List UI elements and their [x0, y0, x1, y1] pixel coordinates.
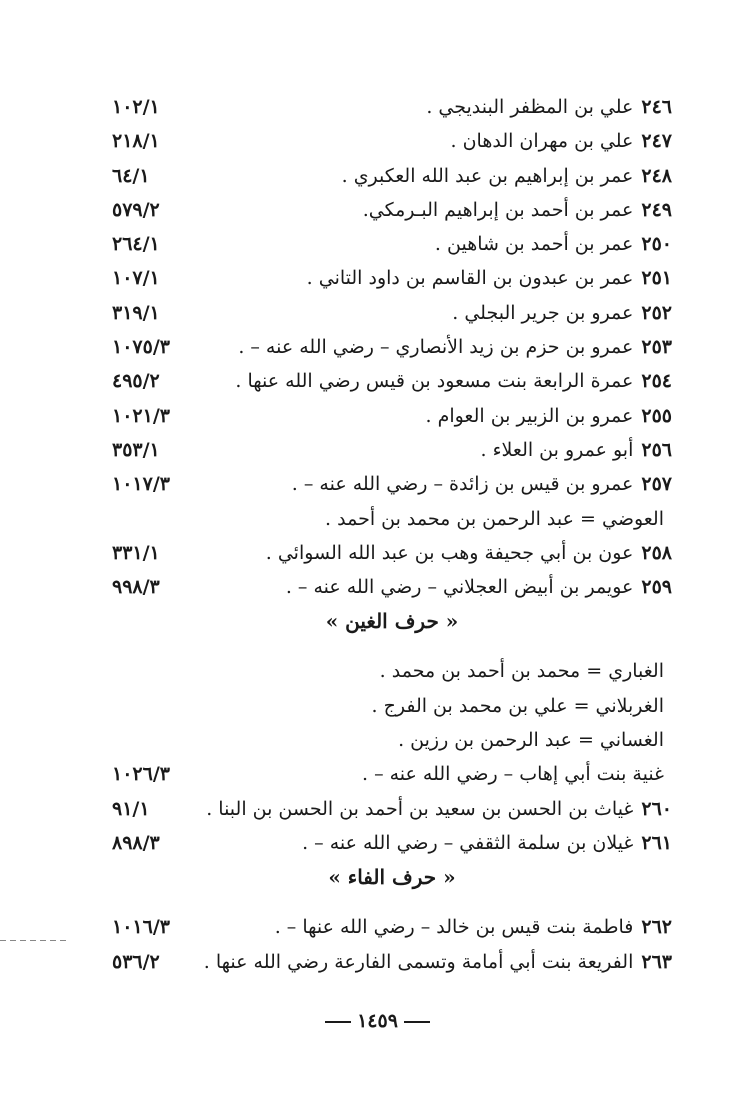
index-entry: [112, 124, 672, 158]
index-entry: [112, 364, 672, 398]
index-entry: [112, 227, 672, 261]
entry-name: عمرة الرابعة بنت مسعود بن قيس رضي الله عنها .: [235, 370, 634, 393]
entry-number: ٢٤٩: [641, 198, 672, 221]
entry-name: الغربلاني = علي بن محمد بن الفرج .: [371, 694, 664, 717]
entry-name: فاطمة بنت قيس بن خالد – رضي الله عنها – .: [274, 916, 634, 939]
entry-number: ٢٥٠: [641, 233, 672, 256]
entry-reference: ٣١٩/١: [112, 301, 160, 324]
entry-reference: ٥٣٦/٢: [112, 950, 160, 973]
entry-name: غيلان بن سلمة الثقفي – رضي الله عنه – .: [302, 831, 634, 854]
index-entry: [112, 159, 672, 193]
index-entry: [112, 689, 672, 723]
entries-faa: [112, 910, 672, 979]
index-entry: [112, 792, 672, 826]
entry-reference: ٢٦٤/١: [112, 233, 160, 256]
entry-number: ٢٥١: [641, 267, 672, 290]
index-entry: [112, 945, 672, 979]
entry-reference: ٤٩٥/٢: [112, 370, 160, 393]
entry-reference: ١٠١٧/٣: [112, 473, 170, 496]
entry-number: ٢٥٤: [641, 370, 672, 393]
entry-name: علي بن المظفر البنديجي .: [426, 96, 634, 118]
entry-name: غنية بنت أبي إهاب – رضي الله عنه – .: [362, 763, 664, 786]
entry-reference: ٣٣١/١: [112, 541, 160, 564]
entry-name: عمر بن عبدون بن القاسم بن داود التاني .: [306, 267, 634, 290]
entry-reference: ٩٩٨/٣: [112, 576, 160, 599]
page-number: ١٤٥٩: [357, 1010, 398, 1032]
entry-number: ٢٥٧: [641, 473, 672, 496]
entries-ayn: [112, 90, 672, 604]
entry-number: ٢٥٦: [641, 438, 672, 461]
entry-number: ٢٥٢: [641, 301, 672, 324]
entry-number: ٢٤٦: [641, 96, 672, 118]
index-entry: [112, 90, 672, 124]
entry-reference: ٢١٨/١: [112, 130, 160, 153]
section-heading-ghain: « حرف الغين »: [325, 609, 459, 634]
entry-name: علي بن مهران الدهان .: [450, 130, 634, 153]
index-entry: [112, 433, 672, 467]
footer-dash-left: [404, 1021, 430, 1023]
entry-name: عمر بن إبراهيم بن عبد الله العكبري .: [341, 164, 634, 187]
index-entry: [112, 296, 672, 330]
index-entry: [112, 910, 672, 944]
index-entry: [112, 467, 672, 501]
entry-number: ٢٤٨: [641, 164, 672, 187]
entry-reference: ٩١/١: [112, 797, 150, 820]
entry-name: أبو عمرو بن العلاء .: [480, 438, 634, 461]
entry-name: عون بن أبي جحيفة وهب بن عبد الله السوائي .: [265, 541, 634, 564]
scan-margin-mark: [0, 940, 70, 941]
entry-name: عمر بن أحمد بن شاهين .: [434, 233, 634, 256]
entry-reference: ٨٩٨/٣: [112, 831, 160, 854]
index-entry: [112, 193, 672, 227]
entry-number: ٢٤٧: [641, 130, 672, 153]
entry-name: عمرو بن قيس بن زائدة – رضي الله عنه – .: [291, 473, 634, 496]
entry-name: الفريعة بنت أبي أمامة وتسمى الفارعة رضي الله عنها .: [203, 950, 634, 973]
index-entry: [112, 723, 672, 757]
page-footer: [0, 1010, 755, 1032]
entry-number: ٢٥٣: [641, 336, 672, 359]
entry-reference: ٦٤/١: [112, 164, 150, 187]
entry-reference: ٥٧٩/٢: [112, 198, 160, 221]
entry-name: عمرو بن حزم بن زيد الأنصاري – رضي الله عنه – .: [238, 336, 634, 359]
entry-number: ٢٥٩: [641, 576, 672, 599]
entry-name: عمرو بن الزبير بن العوام .: [425, 404, 634, 427]
entry-name: غياث بن الحسن بن سعيد بن أحمد بن الحسن بن البنا .: [206, 797, 634, 820]
entry-number: ٢٦٠: [641, 797, 672, 820]
entry-reference: ٣٥٣/١: [112, 438, 160, 461]
entry-name: عمر بن أحمد بن إبراهيم البـرمكي.: [362, 198, 634, 221]
entry-number: ٢٦١: [641, 831, 672, 854]
index-entry: [112, 536, 672, 570]
entry-reference: ١٠٢٦/٣: [112, 763, 170, 786]
section-heading-faa: « حرف الفاء »: [328, 865, 456, 890]
entry-reference: ١٠٢/١: [112, 96, 160, 118]
index-entry: [112, 826, 672, 860]
footer-dash-right: [325, 1021, 351, 1023]
entry-reference: ١٠٧٥/٣: [112, 336, 170, 359]
entry-name: عمرو بن جرير البجلي .: [452, 301, 634, 324]
entry-number: ٢٦٢: [641, 916, 672, 939]
index-entry: [112, 502, 672, 536]
entry-reference: ١٠٢١/٣: [112, 404, 170, 427]
index-entry: [112, 654, 672, 688]
entry-name: العوضي = عبد الرحمن بن محمد بن أحمد .: [325, 507, 664, 530]
entry-reference: ١٠١٦/٣: [112, 916, 170, 939]
index-list: [112, 90, 672, 979]
entry-number: ٢٥٥: [641, 404, 672, 427]
entries-ghain: [112, 654, 672, 860]
index-entry: [112, 399, 672, 433]
index-entry: [112, 261, 672, 295]
entry-name: الغساني = عبد الرحمن بن رزين .: [398, 729, 664, 752]
entry-reference: ١٠٧/١: [112, 267, 160, 290]
entry-number: ٢٥٨: [641, 541, 672, 564]
index-entry: [112, 570, 672, 604]
entry-name: عويمر بن أبيض العجلاني – رضي الله عنه – .: [285, 576, 634, 599]
index-entry: [112, 757, 672, 791]
entry-name: الغباري = محمد بن أحمد بن محمد .: [379, 660, 664, 683]
entry-number: ٢٦٣: [641, 950, 672, 973]
index-entry: [112, 330, 672, 364]
